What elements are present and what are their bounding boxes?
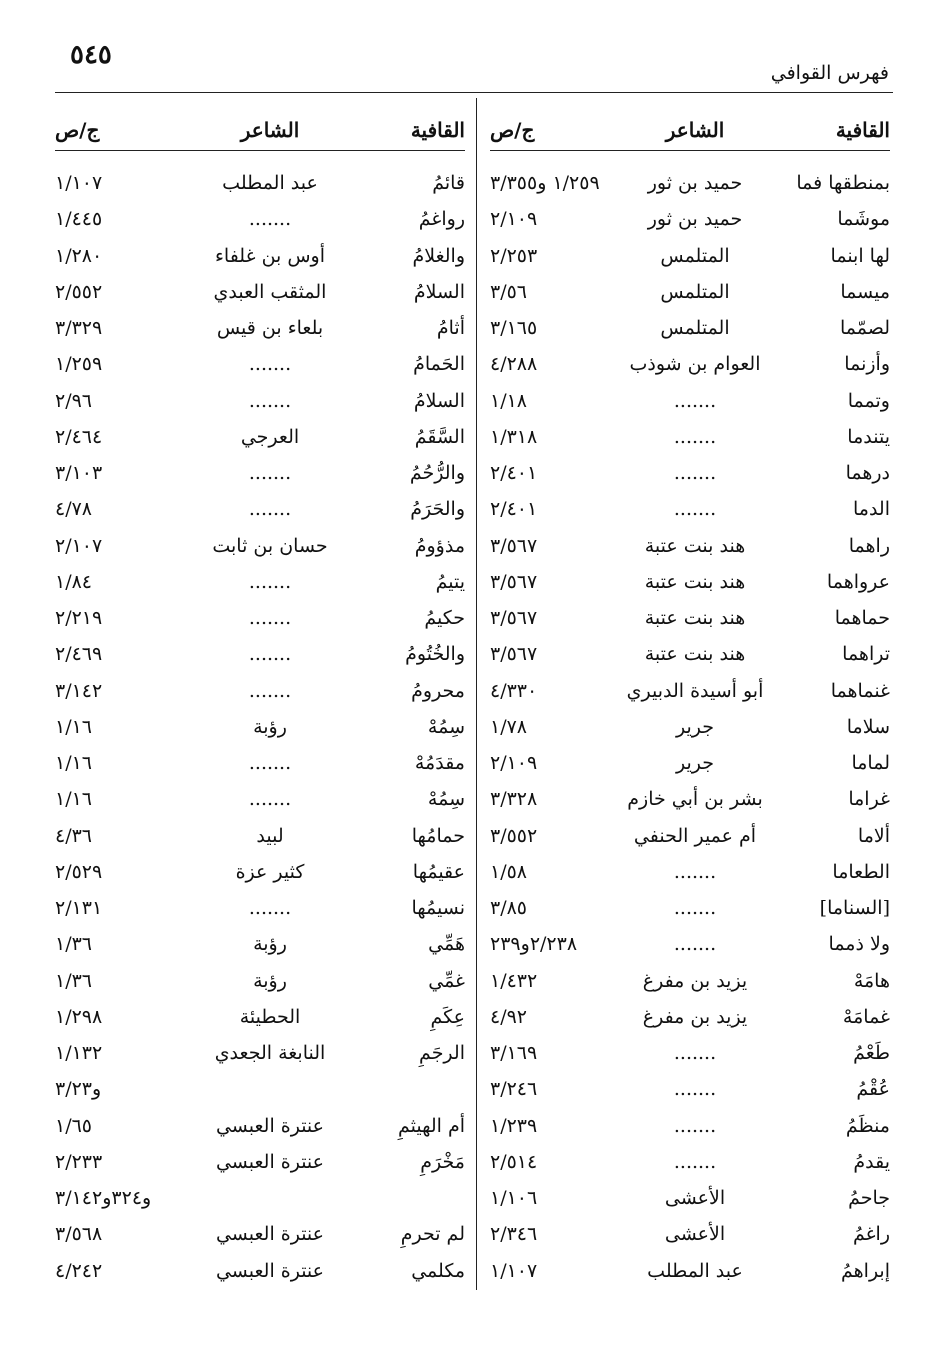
- index-row: [55, 1180, 465, 1216]
- poet-cell: .......: [673, 897, 717, 920]
- rhyme-cell: مذؤومُ: [414, 534, 465, 557]
- ref-cell: ٣/٥٦: [490, 280, 528, 303]
- index-row: [55, 1253, 465, 1289]
- index-row: [490, 1216, 890, 1252]
- poet-cell: عبد المطلب: [222, 172, 318, 195]
- running-title: فهرس القوافي: [770, 62, 889, 84]
- rhyme-cell: يتندما: [847, 425, 890, 448]
- ref-cell: ٣/٥٦٧: [490, 607, 538, 630]
- rhyme-cell: مكلمي: [411, 1259, 465, 1282]
- rhyme-cell: الحَمامُ: [413, 353, 465, 376]
- ref-cell: ٣/٥٦٧: [490, 570, 538, 593]
- poet-cell: عنترة العبسي: [215, 1114, 325, 1137]
- index-row: [55, 165, 465, 201]
- poet-cell: .......: [248, 570, 292, 593]
- index-row: [490, 1144, 890, 1180]
- rhyme-cell: لها ابنما: [830, 244, 890, 267]
- rhyme-cell: [السناما]: [819, 897, 890, 920]
- ref-cell: ١/٢٨٠: [55, 244, 103, 267]
- ref-cell: ٢/٣٤٦: [490, 1223, 538, 1246]
- index-row: [55, 673, 465, 709]
- index-row: [490, 274, 890, 310]
- left-index-column: [55, 110, 465, 1289]
- rhyme-cell: مَخْرَمِ: [420, 1150, 465, 1173]
- rhyme-header: القافية: [410, 118, 465, 142]
- index-row: [55, 491, 465, 527]
- index-row: [55, 528, 465, 564]
- index-row: [490, 564, 890, 600]
- poet-cell: .......: [248, 208, 292, 231]
- index-row: [55, 854, 465, 890]
- page-number: ٥٤٥: [70, 40, 112, 70]
- poet-cell: بلعاء بن قيس: [216, 317, 324, 340]
- index-row: [490, 818, 890, 854]
- poet-cell: هند بنت عتبة: [644, 607, 746, 630]
- rhyme-cell: سلاما: [846, 715, 890, 738]
- poet-cell: عبد المطلب: [647, 1259, 743, 1282]
- poet-cell: يزيد بن مفرغ: [642, 969, 748, 992]
- right-rows: [490, 165, 890, 1289]
- rhyme-cell: وأزنما: [844, 353, 890, 376]
- index-row: [55, 419, 465, 455]
- index-row: [490, 455, 890, 491]
- index-row: [490, 781, 890, 817]
- rhyme-cell: لصمّما: [839, 317, 890, 340]
- ref-cell: ٣/١٦٩: [490, 1042, 538, 1065]
- rhyme-cell: حمامُها: [411, 824, 465, 847]
- ref-cell: ١/٤٣٢: [490, 969, 538, 992]
- ref-cell: ١/٣١٨: [490, 425, 538, 448]
- rhyme-cell: والغلامُ: [412, 244, 465, 267]
- poet-cell: .......: [248, 389, 292, 412]
- ref-cell: ٢/١٠٩: [490, 208, 538, 231]
- ref-cell: ١/١٣٢: [55, 1042, 103, 1065]
- index-row: [55, 238, 465, 274]
- index-row: [55, 745, 465, 781]
- index-row: [490, 383, 890, 419]
- rhyme-cell: غراما: [848, 788, 890, 811]
- rhyme-cell: عُقْمُ: [856, 1078, 890, 1101]
- index-row: [55, 636, 465, 672]
- ref-header: ج/ص: [55, 118, 100, 142]
- poet-cell: .......: [673, 389, 717, 412]
- ref-cell: ٢/٥٥٢: [55, 280, 103, 303]
- poet-cell: .......: [673, 1042, 717, 1065]
- poet-cell: حميد بن ثور: [647, 208, 743, 231]
- index-row: [55, 1071, 465, 1107]
- rhyme-cell: سِمُهْ: [427, 788, 465, 811]
- rhyme-cell: طَعْمُ: [853, 1042, 890, 1065]
- ref-cell: ٢/١٣١: [55, 897, 103, 920]
- ref-cell: ٤/٢٤٢: [55, 1259, 103, 1282]
- rhyme-cell: عرواهما: [826, 570, 890, 593]
- rhyme-cell: بمنطقها فما: [796, 172, 890, 195]
- ref-cell: ٤/٩٢: [490, 1005, 528, 1028]
- ref-cell: ١/٢٩٨: [55, 1005, 103, 1028]
- rhyme-cell: درهما: [845, 462, 890, 485]
- ref-cell: و٣٢٤و٣/١٤٢: [55, 1187, 152, 1210]
- index-row: [55, 201, 465, 237]
- poet-header: الشاعر: [665, 118, 725, 142]
- rhyme-cell: الطعاما: [832, 860, 890, 883]
- ref-cell: ١/١٦: [55, 715, 93, 738]
- ref-cell: ٤/٣٣٠: [490, 679, 538, 702]
- poet-cell: المتلمس: [660, 317, 730, 340]
- rhyme-cell: الدما: [852, 498, 890, 521]
- ref-cell: ٢/٤٦٩: [55, 643, 103, 666]
- index-row: [490, 491, 890, 527]
- rhyme-cell: ولا ذمما: [828, 933, 890, 956]
- ref-cell: ١/٣٦: [55, 933, 93, 956]
- poet-cell: الحطيئة: [239, 1005, 301, 1028]
- rhyme-cell: قائمُ: [432, 172, 465, 195]
- rhyme-cell: وتمما: [847, 389, 890, 412]
- ref-cell: ١/١٦: [55, 788, 93, 811]
- index-row: [490, 419, 890, 455]
- ref-cell: ٤/٧٨: [55, 498, 93, 521]
- ref-cell: ١/٦٥: [55, 1114, 93, 1137]
- poet-cell: رؤبة: [253, 969, 287, 992]
- poet-cell: جرير: [676, 715, 714, 738]
- index-row: [55, 818, 465, 854]
- ref-cell: ٣/١٦٥: [490, 317, 538, 340]
- poet-cell: .......: [673, 425, 717, 448]
- rhyme-cell: الرجَمِ: [419, 1042, 465, 1065]
- index-row: [55, 963, 465, 999]
- poet-cell: .......: [673, 1114, 717, 1137]
- poet-cell: .......: [248, 353, 292, 376]
- ref-cell: ٣/٥٦٨: [55, 1223, 103, 1246]
- ref-cell: ٢/١٠٩: [490, 752, 538, 775]
- ref-cell: ٣/٥٥٢: [490, 824, 538, 847]
- poet-cell: جرير: [676, 752, 714, 775]
- ref-cell: ١/١٨: [490, 389, 528, 412]
- index-row: [55, 564, 465, 600]
- poet-cell: بشر بن أبي خازم: [627, 788, 763, 811]
- poet-cell: .......: [673, 462, 717, 485]
- rhyme-cell: سِمُهْ: [427, 715, 465, 738]
- index-row: [490, 999, 890, 1035]
- ref-cell: ١/٢٥٩ و٣/٣٥٥: [490, 172, 600, 195]
- rhyme-cell: هامَهْ: [853, 969, 890, 992]
- ref-cell: ٣/٣٢٨: [490, 788, 538, 811]
- ref-cell: ١/٧٨: [490, 715, 528, 738]
- ref-cell: ٢/٢٣٣: [55, 1150, 103, 1173]
- poet-cell: حميد بن ثور: [647, 172, 743, 195]
- index-row: [490, 636, 890, 672]
- rhyme-cell: رواغمُ: [418, 208, 465, 231]
- right-column-headers: [490, 110, 890, 151]
- ref-header: ج/ص: [490, 118, 535, 142]
- poet-cell: لبيد: [256, 824, 284, 847]
- poet-cell: المتلمس: [660, 280, 730, 303]
- poet-cell: المثقب العبدي: [213, 280, 327, 303]
- index-row: [490, 201, 890, 237]
- index-row: [490, 346, 890, 382]
- left-column-headers: [55, 110, 465, 151]
- ref-cell: ٢/٤٠١: [490, 462, 538, 485]
- index-row: [490, 310, 890, 346]
- ref-cell: ٢/٢٣٨و٢٣٩: [490, 933, 578, 956]
- index-row: [490, 745, 890, 781]
- poet-cell: .......: [248, 788, 292, 811]
- ref-cell: ١/١٦: [55, 752, 93, 775]
- rhyme-cell: والحَرَمُ: [410, 498, 465, 521]
- index-row: [55, 600, 465, 636]
- poet-cell: .......: [673, 1078, 717, 1101]
- ref-cell: ٤/٢٨٨: [490, 353, 538, 376]
- rhyme-cell: تراهما: [842, 643, 890, 666]
- right-index-column: [490, 110, 890, 1289]
- index-row: [55, 999, 465, 1035]
- ref-cell: ١/٢٣٩: [490, 1114, 538, 1137]
- index-row: [55, 346, 465, 382]
- rhyme-cell: مقدَمُهْ: [414, 752, 465, 775]
- index-row: [490, 890, 890, 926]
- poet-header: الشاعر: [240, 118, 300, 142]
- ref-cell: ٢/١٠٧: [55, 534, 103, 557]
- rhyme-cell: موشَما: [837, 208, 890, 231]
- ref-cell: ٣/٥٦٧: [490, 643, 538, 666]
- index-row: [55, 1035, 465, 1071]
- rhyme-cell: راهما: [848, 534, 890, 557]
- rhyme-cell: والرُّحُمُ: [409, 462, 465, 485]
- index-row: [490, 673, 890, 709]
- rhyme-cell: ميسما: [840, 280, 890, 303]
- ref-cell: ١/١٠٦: [490, 1187, 538, 1210]
- index-row: [55, 383, 465, 419]
- rhyme-cell: إبراهمُ: [841, 1259, 890, 1282]
- poet-cell: عنترة العبسي: [215, 1150, 325, 1173]
- rhyme-cell: غنماهما: [830, 679, 890, 702]
- rhyme-cell: جاحمُ: [848, 1187, 890, 1210]
- index-row: [55, 1144, 465, 1180]
- index-row: [490, 1035, 890, 1071]
- rhyme-cell: أم الهيثمِ: [397, 1114, 465, 1137]
- rhyme-cell: ألاما: [857, 824, 890, 847]
- poet-cell: .......: [673, 498, 717, 521]
- rhyme-cell: هَمِّي: [428, 933, 465, 956]
- poet-cell: .......: [248, 462, 292, 485]
- ref-cell: ٣/٨٥: [490, 897, 528, 920]
- poet-cell: النابغة الجعدي: [214, 1042, 326, 1065]
- ref-cell: ١/٢٥٩: [55, 353, 103, 376]
- ref-cell: ١/٤٤٥: [55, 208, 103, 231]
- poet-cell: أم عمير الحنفي: [633, 824, 757, 847]
- index-row: [55, 1216, 465, 1252]
- ref-cell: ٢/٢٥٣: [490, 244, 538, 267]
- rhyme-cell: لم تحرمِ: [400, 1223, 465, 1246]
- index-row: [490, 963, 890, 999]
- poet-cell: .......: [248, 679, 292, 702]
- rhyme-cell: منظَمُ: [845, 1114, 890, 1137]
- rhyme-cell: حكيمُ: [424, 607, 465, 630]
- poet-cell: .......: [673, 1150, 717, 1173]
- ref-cell: ٢/٥١٤: [490, 1150, 538, 1173]
- index-row: [55, 926, 465, 962]
- ref-cell: ١/١٠٧: [55, 172, 103, 195]
- poet-cell: رؤبة: [253, 933, 287, 956]
- ref-cell: ٣/٥٦٧: [490, 534, 538, 557]
- ref-cell: ٤/٣٦: [55, 824, 93, 847]
- rhyme-cell: يتيمُ: [435, 570, 465, 593]
- ref-cell: ١/١٠٧: [490, 1259, 538, 1282]
- poet-cell: .......: [248, 897, 292, 920]
- poet-cell: هند بنت عتبة: [644, 534, 746, 557]
- poet-cell: أبو أسيدة الدبيري: [626, 679, 764, 702]
- poet-cell: عنترة العبسي: [215, 1223, 325, 1246]
- rhyme-cell: عِكَمِ: [430, 1005, 465, 1028]
- poet-cell: .......: [673, 860, 717, 883]
- index-row: [55, 274, 465, 310]
- ref-cell: و٣/٢٣: [55, 1078, 102, 1101]
- index-row: [490, 1253, 890, 1289]
- rhyme-cell: لماما: [851, 752, 890, 775]
- rhyme-cell: والخُتُومُ: [405, 643, 465, 666]
- ref-cell: ٣/١٤٢: [55, 679, 103, 702]
- poet-cell: يزيد بن مفرغ: [642, 1005, 748, 1028]
- ref-cell: ٢/٢١٩: [55, 607, 103, 630]
- ref-cell: ٣/٣٢٩: [55, 317, 103, 340]
- rhyme-cell: السَّقَمُ: [414, 425, 465, 448]
- rhyme-header: القافية: [835, 118, 890, 142]
- rhyme-cell: نسيمُها: [411, 897, 465, 920]
- index-row: [490, 238, 890, 274]
- poet-cell: الأعشى: [664, 1223, 726, 1246]
- poet-cell: رؤبة: [253, 715, 287, 738]
- poet-cell: .......: [248, 643, 292, 666]
- ref-cell: ٢/٥٢٩: [55, 860, 103, 883]
- rhyme-cell: السلامُ: [413, 389, 465, 412]
- index-row: [55, 310, 465, 346]
- rhyme-cell: أثامُ: [436, 317, 465, 340]
- poet-cell: كثير عزة: [235, 860, 305, 883]
- index-row: [55, 455, 465, 491]
- header-rule: [55, 92, 893, 93]
- rhyme-cell: عقيمُها: [412, 860, 465, 883]
- index-row: [490, 926, 890, 962]
- poet-cell: حسان بن ثابت: [212, 534, 328, 557]
- rhyme-cell: السلامُ: [413, 280, 465, 303]
- rhyme-cell: محرومُ: [411, 679, 465, 702]
- poet-cell: المتلمس: [660, 244, 730, 267]
- ref-cell: ١/٨٤: [55, 570, 93, 593]
- ref-cell: ٢/٩٦: [55, 389, 93, 412]
- left-rows: [55, 165, 465, 1289]
- poet-cell: العرجي: [240, 425, 300, 448]
- rhyme-cell: يقدمُ: [853, 1150, 890, 1173]
- poet-cell: الأعشى: [664, 1187, 726, 1210]
- index-row: [490, 1071, 890, 1107]
- index-row: [55, 890, 465, 926]
- index-row: [490, 709, 890, 745]
- poet-cell: .......: [673, 933, 717, 956]
- poet-cell: العوام بن شوذب: [629, 353, 761, 376]
- poet-cell: هند بنت عتبة: [644, 570, 746, 593]
- ref-cell: ٣/٢٤٦: [490, 1078, 538, 1101]
- ref-cell: ١/٣٦: [55, 969, 93, 992]
- poet-cell: عنترة العبسي: [215, 1259, 325, 1282]
- index-row: [490, 165, 890, 201]
- poet-cell: .......: [248, 498, 292, 521]
- poet-cell: .......: [248, 752, 292, 775]
- poet-cell: .......: [248, 607, 292, 630]
- ref-cell: ٢/٤٦٤: [55, 425, 103, 448]
- index-row: [490, 854, 890, 890]
- ref-cell: ٣/١٠٣: [55, 462, 103, 485]
- index-row: [55, 1108, 465, 1144]
- column-divider: [476, 98, 477, 1290]
- ref-cell: ١/٥٨: [490, 860, 528, 883]
- rhyme-cell: غمِّي: [428, 969, 465, 992]
- index-row: [490, 600, 890, 636]
- rhyme-cell: حماهما: [834, 607, 890, 630]
- rhyme-cell: راغمُ: [852, 1223, 890, 1246]
- index-row: [490, 1108, 890, 1144]
- index-row: [490, 1180, 890, 1216]
- index-row: [490, 528, 890, 564]
- index-row: [55, 781, 465, 817]
- ref-cell: ٢/٤٠١: [490, 498, 538, 521]
- index-row: [55, 709, 465, 745]
- poet-cell: هند بنت عتبة: [644, 643, 746, 666]
- poet-cell: أوس بن غلفاء: [214, 244, 326, 267]
- rhyme-cell: غمامَهْ: [842, 1005, 890, 1028]
